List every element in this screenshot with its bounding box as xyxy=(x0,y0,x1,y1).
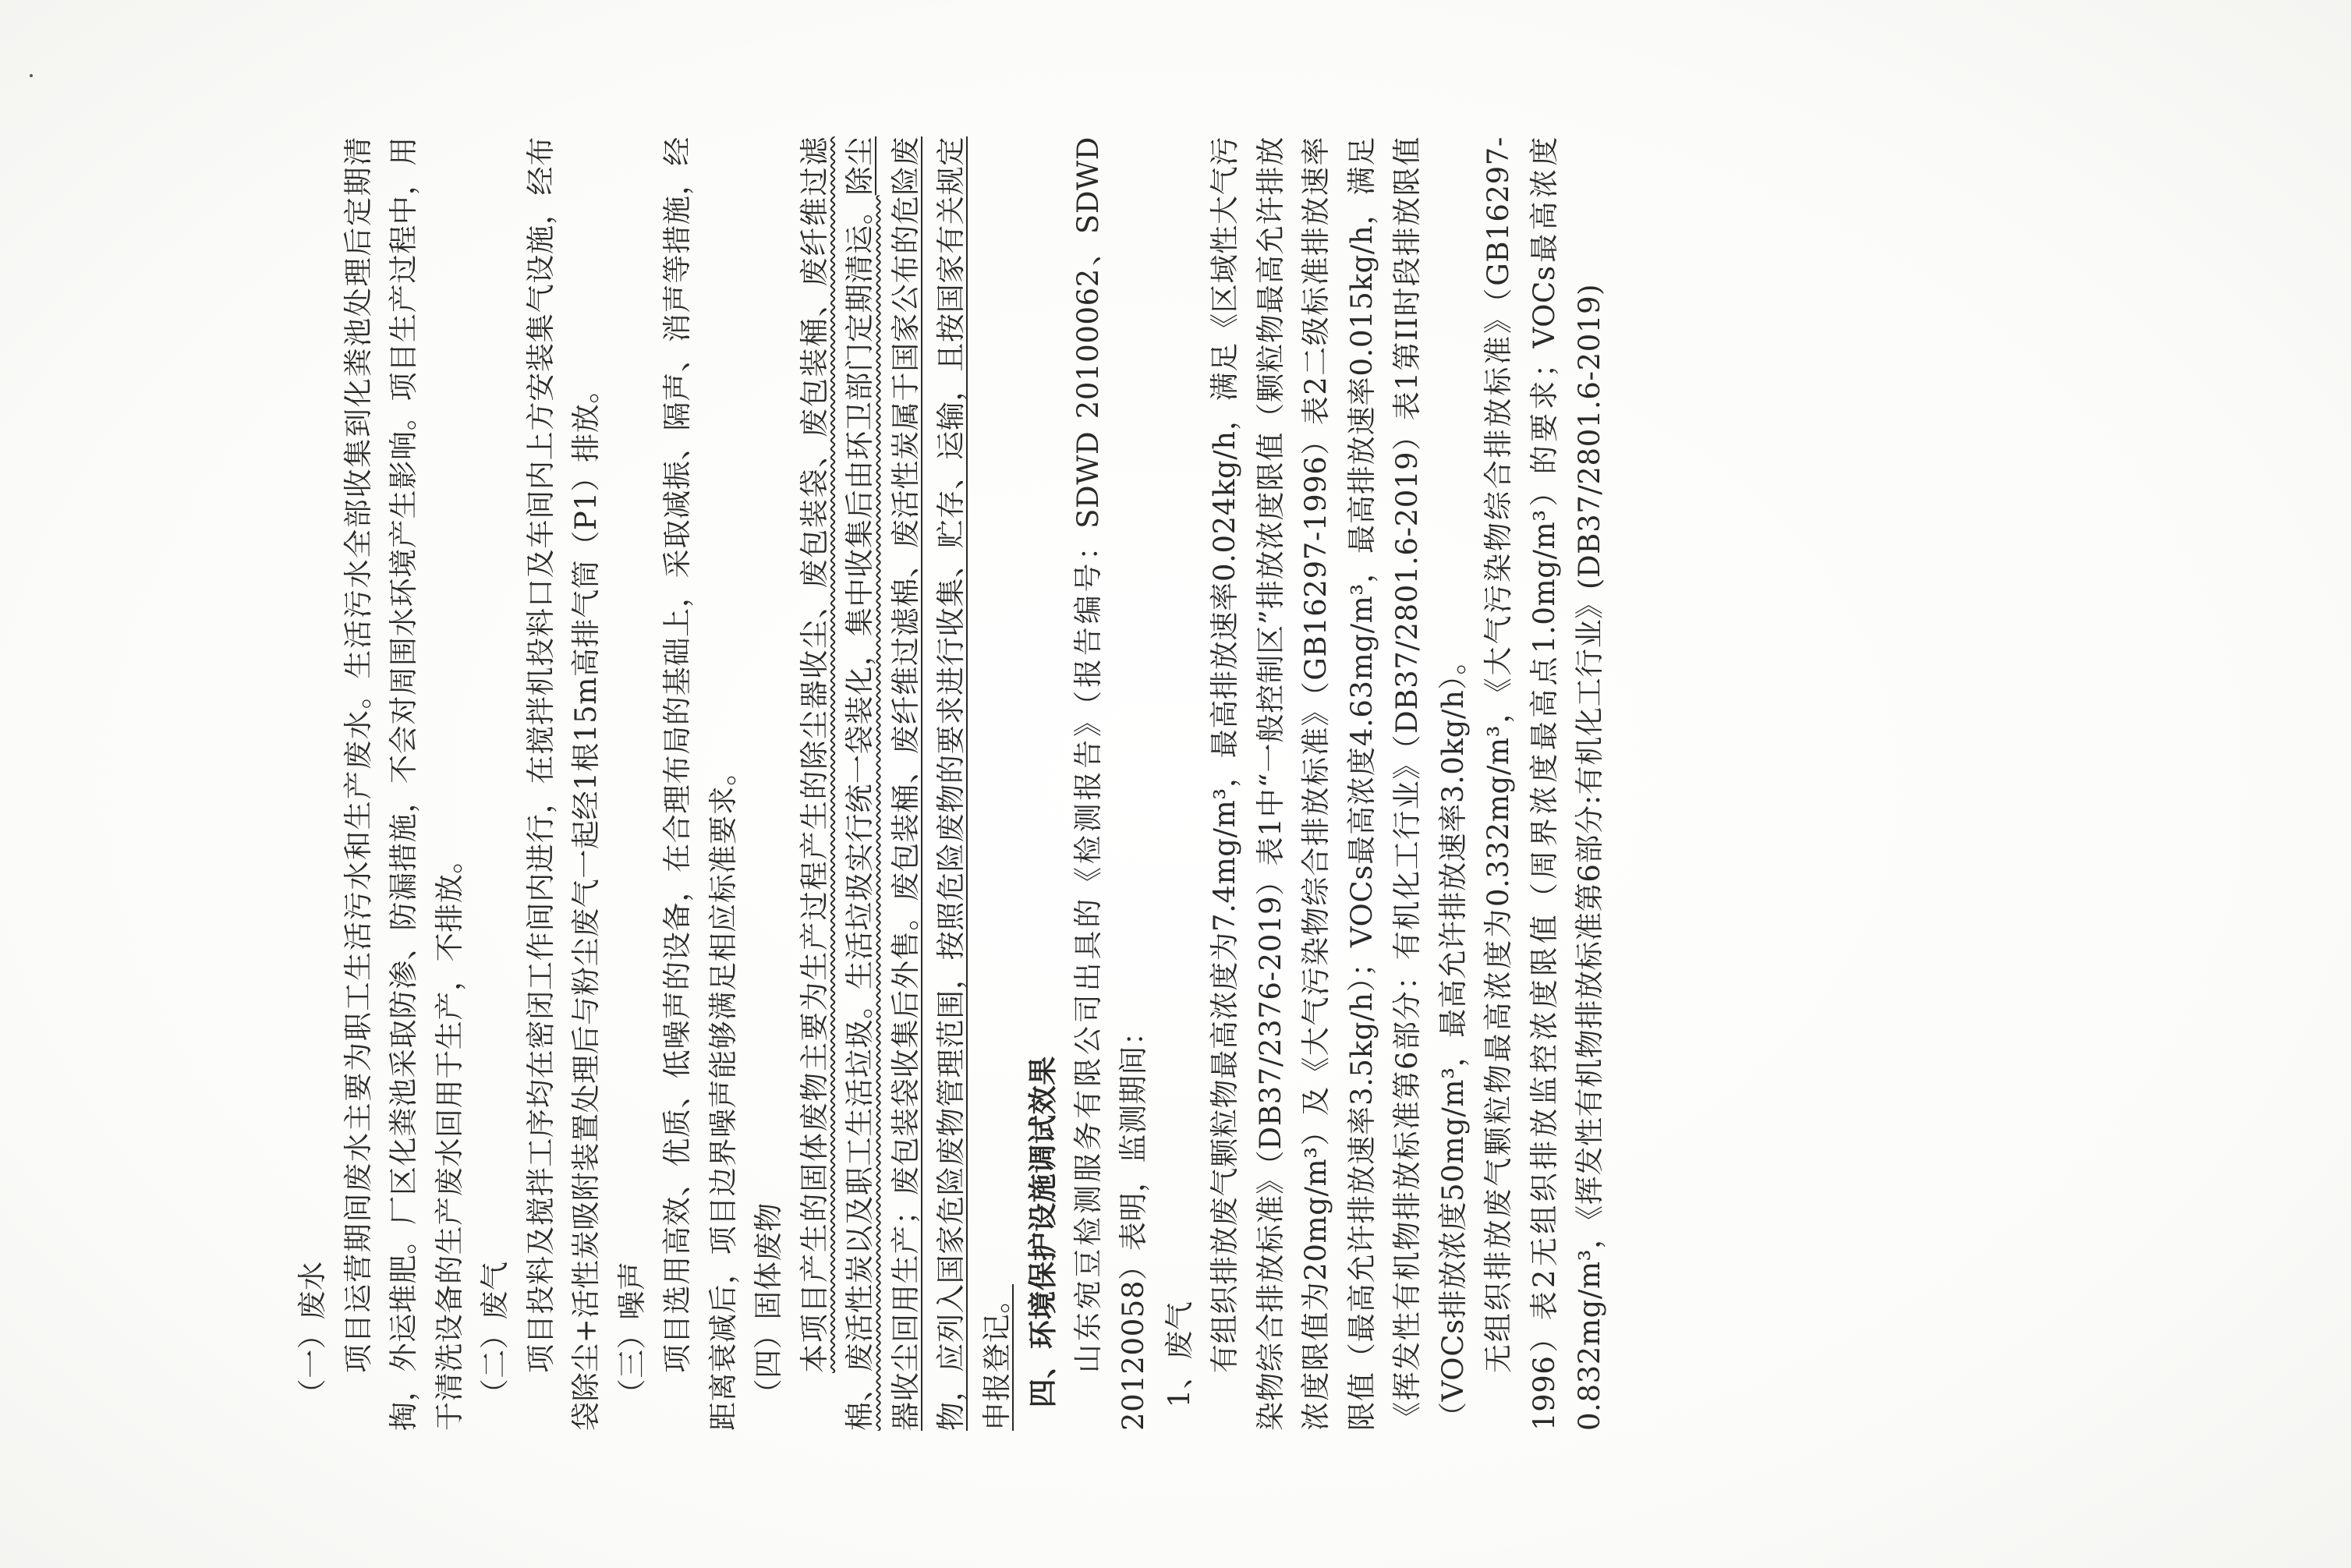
subsection-heading-exhaust-gas: 1、废气 xyxy=(1162,1301,1196,1408)
paragraph-exhaust-gas: 项目投料及搅拌工序均在密闭工作间内进行，在搅拌机投料口及车间内上方安装集气设施，经布袋除尘+活性炭吸附装置处理后与粉尘废气一起经1根15m高排气筒（P1）排放。 xyxy=(523,136,603,1431)
paragraph-test-report: 山东宛豆检测服务有限公司出具的《检测报告》（报告编号：SDWD 20100062、SDWD 20120058）表明，监测期间： xyxy=(1071,136,1150,1431)
section-heading-exhaust-gas: （二）废气 xyxy=(478,1261,512,1408)
rotated-document-page xyxy=(122,90,2228,1478)
paragraph-wastewater: 项目运营期间废水主要为职工生活污水和生产废水。生活污水全部收集到化粪池处理后定期清掏，外运堆肥。厂区化粪池采取防渗、防漏措施，不会对周围水环境产生影响。项目生产过程中，用于清洗设备的生产废水回用于生产，不排放。 xyxy=(341,136,466,1431)
section-heading-wastewater: （一）废水 xyxy=(296,1261,329,1408)
paragraph-unorganized-emission: 无组织排放废气颗粒物最高浓度为0.332mg/m³，《大气污染物综合排放标准》（GB16297-1996）表2无组织排放监控浓度限值（周界浓度最高点1.0mg/m³）的要求；VOCs最高浓度0.832mg/m³，《挥发性有机物排放标准第6部分:有机化工行业》(DB37/2801.6-2019) xyxy=(1482,136,1606,1431)
section-heading-noise: （三）噪声 xyxy=(614,1261,649,1408)
document-body xyxy=(290,136,1613,1431)
solid-waste-recycle-text: 除尘器收尘回用生产；废包装袋收集后外售。 xyxy=(843,136,922,1431)
section-heading-solid-waste: （四）固体废物 xyxy=(752,1202,785,1408)
paragraph-solid-waste xyxy=(792,136,1021,1431)
hazardous-waste-text: 废包装桶、废纤维过滤棉、废活性炭属于国家公布的危险废物，应列入国家危险废物管理范围，按照危险废物的要求进行收集、贮存、运输，且按国家有关规定申报登记。 xyxy=(888,136,1014,1431)
paragraph-noise: 项目选用高效、优质、低噪声的设备，在合理布局的基础上，采取减振、隔声、消声等措施，经距离衰减后，项目边界噪声能够满足相应标准要求。 xyxy=(660,136,740,1431)
scan-speck xyxy=(30,74,33,77)
paragraph-organized-emission: 有组织排放废气颗粒物最高浓度为7.4mg/m³，最高排放速率0.024kg/h，满足《区域性大气污染物综合排放标准》（DB37/2376-2019）表1中“一般控制区”排放浓度限值（颗粒物最高允许排放浓度限值为20mg/m³）及《大气污染物综合排放标准》（GB16297-1996）表2二级标准排放速率限值（最高允许排放速率3.5kg/h）；VOCs最高浓度4.63mg/m³，最高排放速率0.015kg/h，满足《挥发性有机物排放标准第6部分：有机化工行业》（DB37/2801.6-2019）表1第II时段排放限值（VOCs排放浓度50mg/m³，最高允许排放速率3.0kg/h）。 xyxy=(1208,136,1470,1431)
solid-waste-text: 本项目产生的固体废物主要为生产过程产生的除尘器收尘、废包装袋、废包装桶、废纤维过滤棉、废活性炭以及职工生活垃圾。生活垃圾实行统一袋装化，集中收集后由环卫部门定期清运。 xyxy=(797,136,876,1431)
section-heading-env-protection-results: 四、环境保护设施调试效果 xyxy=(1025,1056,1060,1408)
